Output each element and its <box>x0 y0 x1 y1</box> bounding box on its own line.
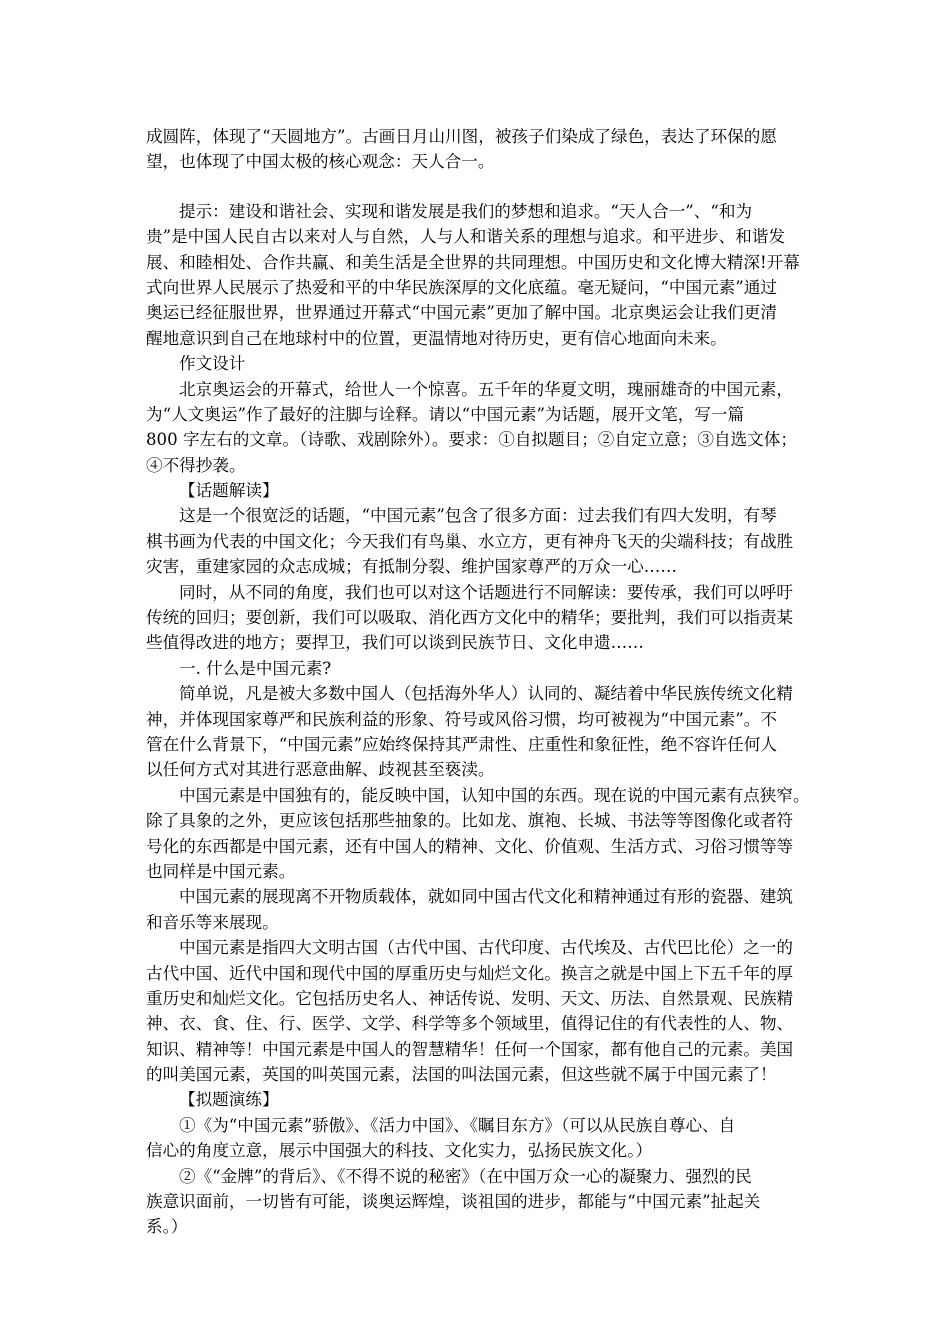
text-line: 系。） <box>146 1217 188 1237</box>
text-line: 提示：建设和谐社会、实现和谐发展是我们的梦想和追求。“天人合一”、“和为 <box>179 201 753 221</box>
text-line: 【拟题演练】 <box>179 1090 279 1110</box>
text-line: 棋书画为代表的中国文化；今天我们有鸟巢、水立方，更有神舟飞天的尖端科技；有战胜 <box>146 531 794 551</box>
text-line: 式向世界人民展示了热爱和平的中华民族深厚的文化底蕴。毫无疑问，“中国元素”通过 <box>146 277 777 297</box>
text-line: 奥运已经征服世界，世界通过开幕式“中国元素”更加了解中国。北京奥运会让我们更清 <box>146 303 777 323</box>
paragraph <box>146 351 806 376</box>
text-line: 和音乐等来展现。 <box>146 912 279 932</box>
paragraph <box>146 1087 806 1112</box>
paragraph <box>146 656 806 681</box>
text-line: 也同样是中国元素。 <box>146 861 296 881</box>
text-line: 传统的回归；要创新，我们可以吸取、消化西方文化中的精华；要批判，我们可以指责某 <box>146 608 794 628</box>
text-line: 同时，从不同的角度，我们也可以对这个话题进行不同解读：要传承，我们可以呼吁 <box>179 582 793 602</box>
text-line: 管在什么背景下，“中国元素”应始终保持其严肃性、庄重性和象征性，绝不容许任何人 <box>146 734 777 754</box>
text-line: 除了具象的之外，更应该包括那些抽象的。比如龙、旗袍、长城、书法等等图像化或者符 <box>146 811 794 831</box>
paragraph <box>146 681 806 783</box>
paragraph <box>146 377 806 479</box>
text-line: 望，也体现了中国太极的核心观念：天人合一。 <box>146 152 495 172</box>
text-line: 族意识面前，一切皆有可能，谈奥运辉煌，谈祖国的进步，都能与“中国元素”扯起关 <box>146 1192 761 1212</box>
text-line: 的叫美国元素，英国的叫英国元素，法国的叫法国元素，但这些就不属于中国元素了！ <box>146 1065 777 1085</box>
text-line: 知识、精神等！中国元素是中国人的智慧精华！任何一个国家，都有他自己的元素。美国 <box>146 1039 794 1059</box>
text-line: 展、和睦相处、合作共赢、和美生活是全世界的共同理想。中国历史和文化博大精深!开幕 <box>146 252 800 272</box>
text-line: 成圆阵，体现了“天圆地方”。古画日月山川图，被孩子们染成了绿色，表达了环保的愿 <box>146 127 777 146</box>
paragraph <box>146 503 806 579</box>
text-line: 中国元素是中国独有的，能反映中国，认知中国的东西。现在说的中国元素有点狭窄。 <box>179 785 810 805</box>
text-line: 信心的角度立意，展示中国强大的科技、文化实力，弘扬民族文化。） <box>146 1141 653 1161</box>
paragraph <box>146 580 806 656</box>
paragraph <box>146 935 806 1087</box>
paragraph <box>146 1164 806 1240</box>
paragraph-gap <box>146 175 806 199</box>
text-line: 神，并体现国家尊严和民族利益的形象、符号或风俗习惯，均可被视为“中国元素”。不 <box>146 709 777 729</box>
text-line: 中国元素的展现离不开物质载体，就如同中国古代文化和精神通过有形的瓷器、建筑 <box>179 887 793 907</box>
text-line: 北京奥运会的开幕式，给世人一个惊喜。五千年的华夏文明，瑰丽雄奇的中国元素， <box>179 379 793 399</box>
paragraph <box>146 1113 806 1164</box>
text-line: ②《“金牌”的背后》、《不得不说的秘密》（在中国万众一心的凝聚力、强烈的民 <box>179 1166 752 1186</box>
paragraph <box>146 199 806 351</box>
text-line: ①《为“中国元素”骄傲》、《活力中国》、《瞩目东方》（可以从民族自尊心、自 <box>179 1115 736 1135</box>
text-line: 一. 什么是中国元素? <box>179 658 332 678</box>
paragraph <box>146 478 806 503</box>
text-line: 这是一个很宽泛的话题，“中国元素”包含了很多方面：过去我们有四大发明，有琴 <box>179 506 777 526</box>
text-line: 800 字左右的文章。（诗歌、戏剧除外）。要求：①自拟题目；②自定立意；③自选文体； <box>146 430 797 450</box>
text-line: 贵”是中国人民自古以来对人与自然，人与人和谐关系的理想与追求。和平进步、和谐发 <box>146 227 786 247</box>
text-line: 为“人文奥运”作了最好的注脚与诠释。请以“中国元素”为话题，展开文笔，写一篇 <box>146 404 745 424</box>
paragraph <box>146 124 806 175</box>
text-line: ④不得抄袭。 <box>146 455 246 475</box>
text-line: 号化的东西都是中国元素，还有中国人的精神、文化、价值观、生活方式、习俗习惯等等 <box>146 836 794 856</box>
text-line: 灾害，重建家园的众志成城；有抵制分裂、维护国家尊严的万众一心…… <box>146 557 677 577</box>
text-line: 作文设计 <box>179 354 246 374</box>
text-line: 重历史和灿烂文化。它包括历史名人、神话传说、发明、天文、历法、自然景观、民族精 <box>146 988 794 1008</box>
paragraph <box>146 783 810 885</box>
text-line: 简单说，凡是被大多数中国人（包括海外华人）认同的、凝结着中华民族传统文化精 <box>179 684 793 704</box>
text-line: 古代中国、近代中国和现代中国的厚重历史与灿烂文化。换言之就是中国上下五千年的厚 <box>146 963 794 983</box>
paragraph <box>146 884 806 935</box>
text-line: 些值得改进的地方；要捍卫，我们可以谈到民族节日、文化申遗…… <box>146 633 644 653</box>
text-line: 中国元素是指四大文明古国（古代中国、古代印度、古代埃及、古代巴比伦）之一的 <box>179 938 793 958</box>
text-line: 【话题解读】 <box>179 481 279 501</box>
text-line: 醒地意识到自己在地球村中的位置，更温情地对待历史，更有信心地面向未来。 <box>146 328 727 348</box>
document-page <box>146 124 810 1240</box>
text-line: 以任何方式对其进行恶意曲解、歧视甚至亵渎。 <box>146 760 495 780</box>
text-line: 神、衣、食、住、行、医学、文学、科学等多个领域里，值得记住的有代表性的人、物、 <box>146 1014 794 1034</box>
